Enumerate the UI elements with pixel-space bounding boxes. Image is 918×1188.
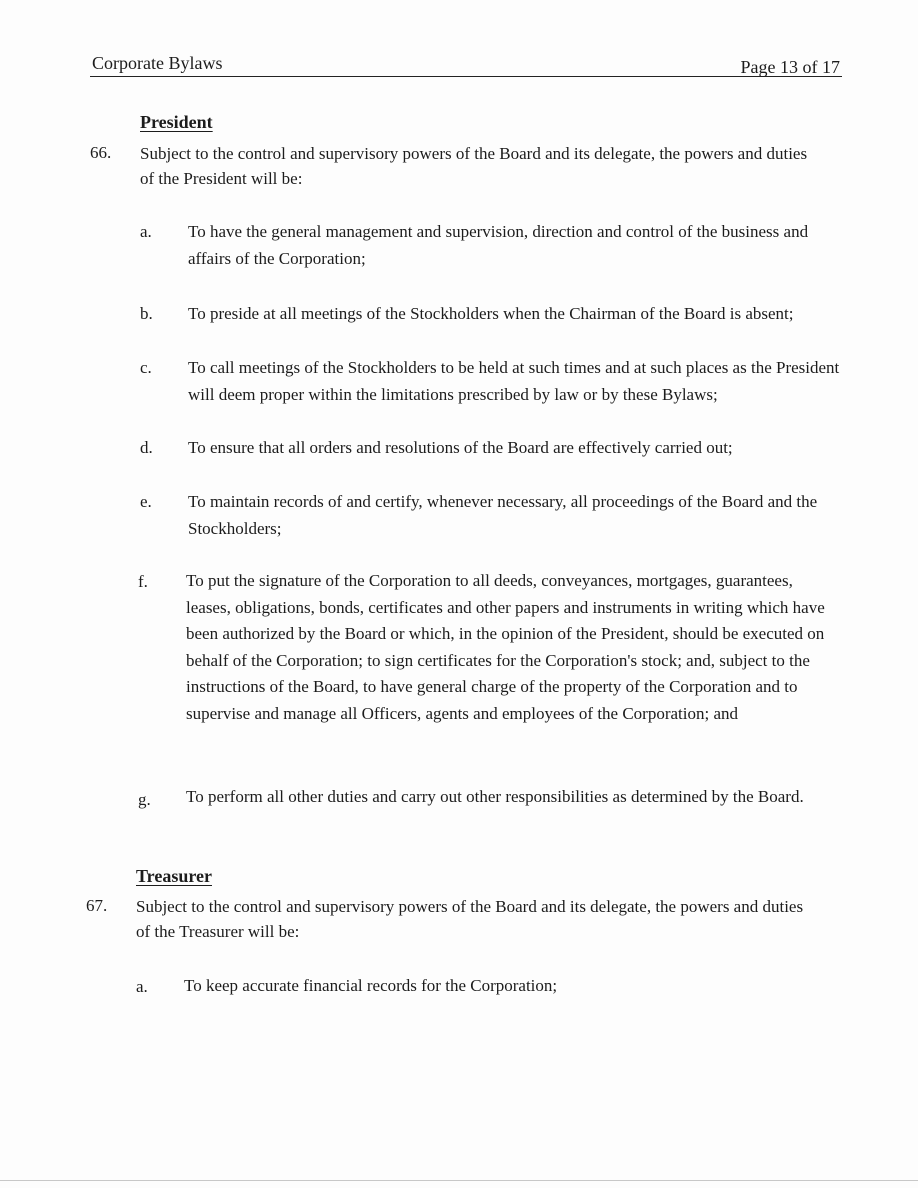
- page-bottom-edge: [0, 1180, 918, 1181]
- document-title: Corporate Bylaws: [92, 53, 223, 73]
- paragraph-number: 67.: [86, 896, 108, 915]
- list-item: To call meetings of the Stockholders to be held at such times and at such places as the President will deem proper within the limitations prescribed by law or by these Bylaws;: [188, 358, 840, 404]
- item-letter: c.: [140, 358, 152, 377]
- list-item: To ensure that all orders and resolutions of the Board are effectively carried out;: [188, 438, 733, 457]
- item-letter: a.: [140, 222, 152, 241]
- list-item: To preside at all meetings of the Stockholders when the Chairman of the Board is absent;: [188, 304, 794, 323]
- item-letter: a.: [136, 977, 148, 996]
- section-heading-president: President: [140, 112, 213, 132]
- item-letter: b.: [140, 304, 153, 323]
- page-header: [90, 52, 842, 77]
- list-item: To perform all other duties and carry out other responsibilities as determined by the Board.: [186, 787, 804, 806]
- list-item: To put the signature of the Corporation to all deeds, conveyances, mortgages, guarantees, leases, obligations, bonds, certificates and other papers and instruments in writing which have been authorized by the Board or which, in the opinion of the President, should be executed on behalf of the Corporation; to sign certificates for the Corporation's stock; and, subject to the instructions of the Board, to have general charge of the property of the Corporation and to supervise and manage all Officers, agents and employees of the Corporation; and: [186, 571, 825, 723]
- list-item: To keep accurate financial records for the Corporation;: [184, 976, 558, 995]
- section-heading-treasurer: Treasurer: [136, 866, 212, 886]
- paragraph-intro: Subject to the control and supervisory powers of the Board and its delegate, the powers and duties of the President will be:: [140, 144, 808, 188]
- list-item: To have the general management and supervision, direction and control of the business and affairs of the Corporation;: [188, 222, 809, 268]
- item-letter: e.: [140, 492, 152, 511]
- item-letter: f.: [138, 572, 148, 591]
- paragraph-number: 66.: [90, 143, 112, 162]
- item-letter: g.: [138, 790, 151, 809]
- paragraph-intro: Subject to the control and supervisory powers of the Board and its delegate, the powers and duties of the Treasurer will be:: [136, 897, 804, 941]
- list-item: To maintain records of and certify, whenever necessary, all proceedings of the Board and the Stockholders;: [188, 492, 818, 538]
- item-letter: d.: [140, 438, 153, 457]
- page-number: Page 13 of 17: [740, 57, 840, 77]
